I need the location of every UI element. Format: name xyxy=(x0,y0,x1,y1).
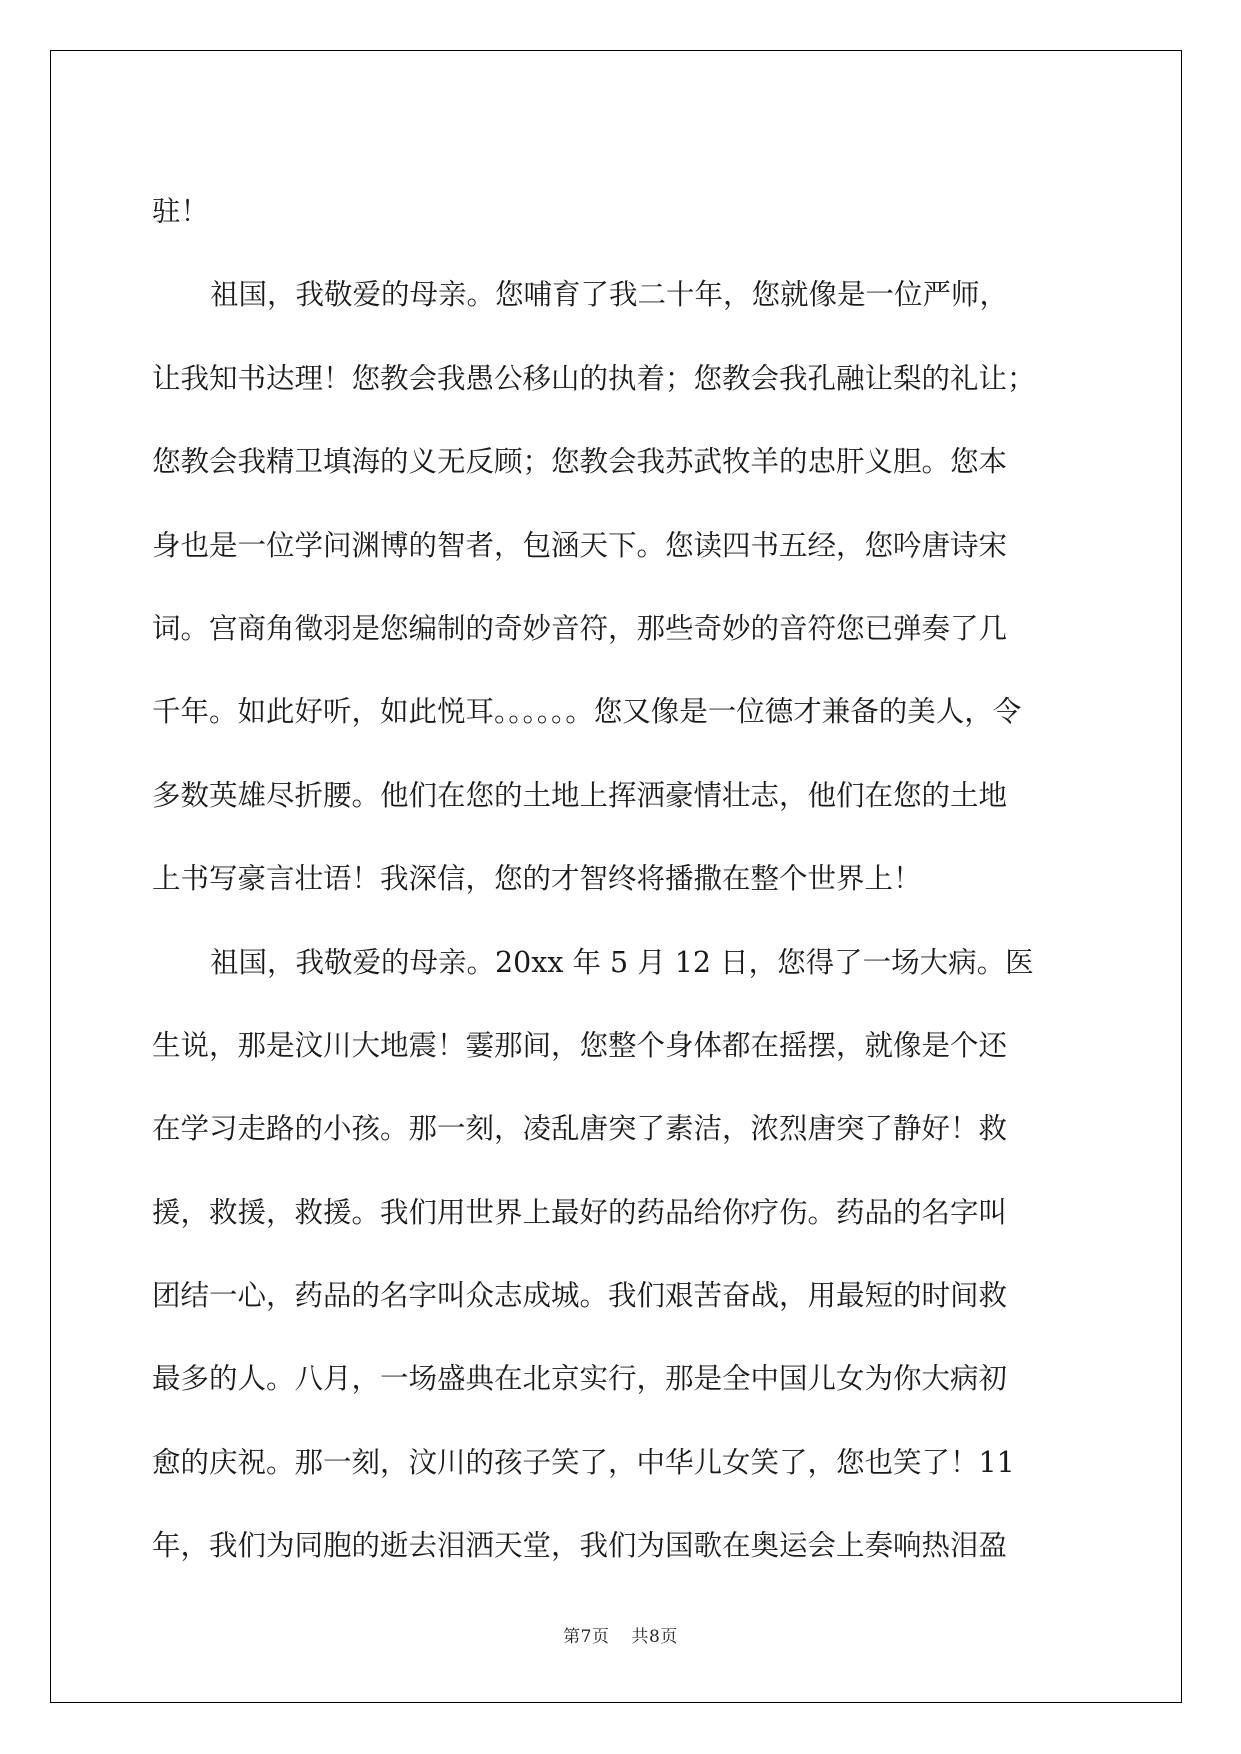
text-line-13: 援，救援，救援。我们用世界上最好的药品给你疗伤。药品的名字叫 xyxy=(152,1195,1008,1229)
text-line-17: 年，我们为同胞的逝去泪洒天堂，我们为国歌在奥运会上奏响热泪盈 xyxy=(152,1529,1008,1563)
text-line-5: 身也是一位学问渊博的智者，包涵天下。您读四书五经，您吟唐诗宋 xyxy=(152,528,1008,562)
text-line-1: 驻！ xyxy=(152,195,210,228)
text-line-9: 上书写豪言壮语！我深信，您的才智终将播撒在整个世界上！ xyxy=(152,862,922,896)
text-line-10: 祖国，我敬爱的母亲。20xx 年 5 月 12 日，您得了一场大病。医 xyxy=(210,945,1034,979)
text-line-8: 多数英雄尽折腰。他们在您的土地上挥洒豪情壮志，他们在您的土地 xyxy=(152,778,1008,812)
text-line-15: 最多的人。八月，一场盛典在北京实行，那是全中国儿女为你大病初 xyxy=(152,1362,1008,1396)
text-line-16: 愈的庆祝。那一刻，汶川的孩子笑了，中华儿女笑了，您也笑了！11 xyxy=(152,1445,1015,1479)
page-number-total: 共8页 xyxy=(631,1627,678,1647)
text-line-14: 团结一心，药品的名字叫众志成城。我们艰苦奋战，用最短的时间救 xyxy=(152,1279,1008,1313)
text-line-6: 词。宫商角徵羽是您编制的奇妙音符，那些奇妙的音符您已弹奏了几 xyxy=(152,611,1008,645)
text-line-7: 千年。如此好听，如此悦耳。。。。。。您又像是一位德才兼备的美人，令 xyxy=(152,695,1022,729)
text-line-2: 祖国，我敬爱的母亲。您哺育了我二十年，您就像是一位严师， xyxy=(210,278,1009,312)
text-line-11: 生说，那是汶川大地震！霎那间，您整个身体都在摇摆，就像是个还 xyxy=(152,1028,1008,1062)
text-line-12: 在学习走路的小孩。那一刻，凌乱唐突了素洁，浓烈唐突了静好！救 xyxy=(152,1112,1008,1146)
page-footer xyxy=(0,1622,1241,1647)
text-line-3: 让我知书达理！您教会我愚公移山的执着；您教会我孔融让梨的礼让； xyxy=(152,361,1036,395)
document-body xyxy=(152,170,1098,1588)
page-number-current: 第7页 xyxy=(563,1627,610,1647)
text-line-4: 您教会我精卫填海的义无反顾；您教会我苏武牧羊的忠肝义胆。您本 xyxy=(152,445,1008,479)
